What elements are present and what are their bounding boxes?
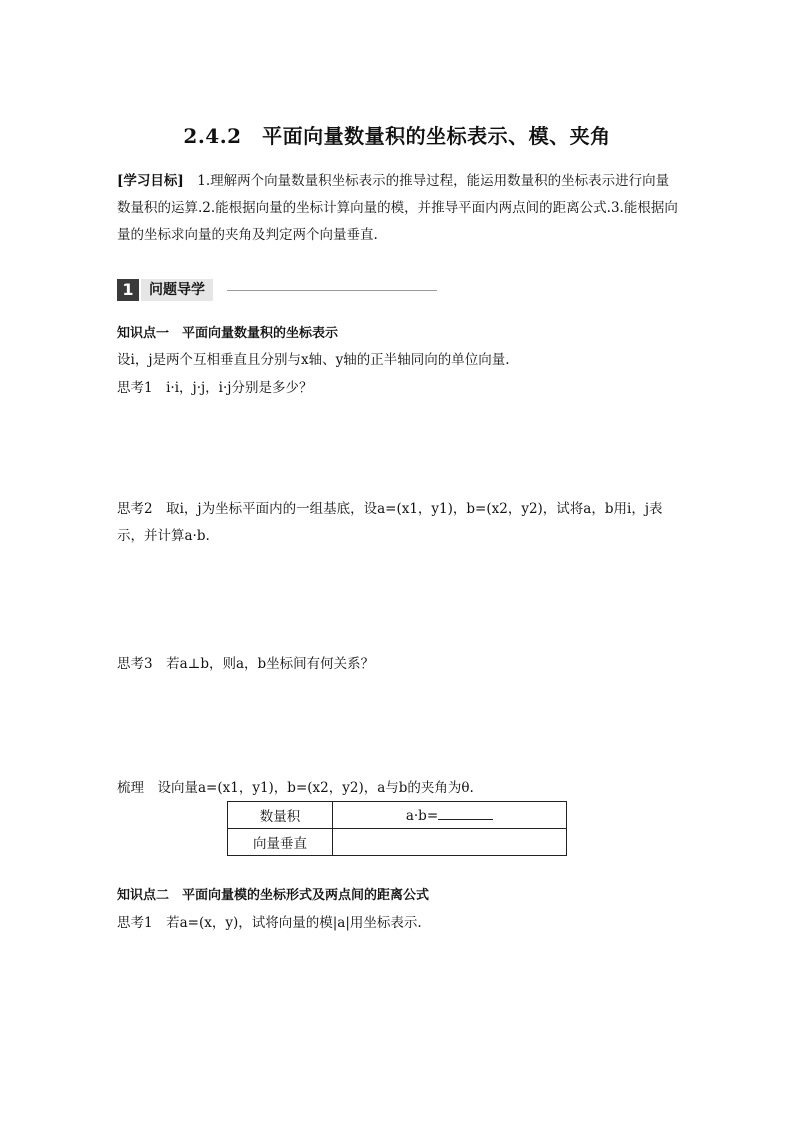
kp1-summary: 梳理 设向量a=(x1，y1)，b=(x2，y2)，a与b的夹角为θ. [117, 780, 474, 796]
learning-goals-text: 1.理解两个向量数量积坐标表示的推导过程，能运用数量积的坐标表示进行向量数量积的运算.2.能根据向量的坐标计算向量的模，并推导平面内两点间的距离公式.3.能根据向量的坐标求向量的夹角及判定两个向量垂直. [117, 173, 678, 243]
table-row [228, 829, 567, 856]
learning-goals-label: [学习目标] [117, 173, 184, 189]
kp1-intro-text: 设i，j是两个互相垂直且分别与x轴、y轴的正半轴同向的单位向量. [117, 352, 510, 368]
table-cell-dot-product [333, 802, 567, 829]
kp1-think-1: 思考1 i·i，j·j，i·j分别是多少？ [117, 380, 313, 396]
kp1-intro [117, 348, 510, 368]
section-number: 1 [117, 279, 139, 301]
page-title: 2.4.2 平面向量数量积的坐标表示、模、夹角 [183, 124, 611, 148]
fill-blank [438, 807, 493, 820]
table-row [228, 802, 567, 829]
section-label: 问题导学 [141, 279, 213, 301]
learning-goals [117, 168, 682, 249]
table-head-perpendicular: 向量垂直 [228, 829, 333, 856]
knowledge-point-1-heading: 知识点一 平面向量数量积的坐标表示 [117, 326, 339, 341]
table-cell-perpendicular [333, 829, 567, 856]
kp1-think-3: 思考3 若a⊥b，则a，b坐标间有何关系？ [117, 656, 375, 672]
section-rule [227, 290, 437, 291]
section-header-1 [117, 279, 437, 301]
dot-product-formula: a·b= [405, 807, 439, 824]
kp2-think-1: 思考1 若a=(x，y)，试将向量的模|a|用坐标表示. [117, 915, 422, 931]
summary-table [227, 801, 567, 856]
kp1-think-2: 思考2 取i，j为坐标平面内的一组基底，设a=(x1，y1)，b=(x2，y2)，试将a，b用i，j表示，并计算a·b. [117, 501, 663, 544]
table-head-dot-product: 数量积 [228, 802, 333, 829]
knowledge-point-2-heading: 知识点二 平面向量模的坐标形式及两点间的距离公式 [117, 888, 430, 903]
